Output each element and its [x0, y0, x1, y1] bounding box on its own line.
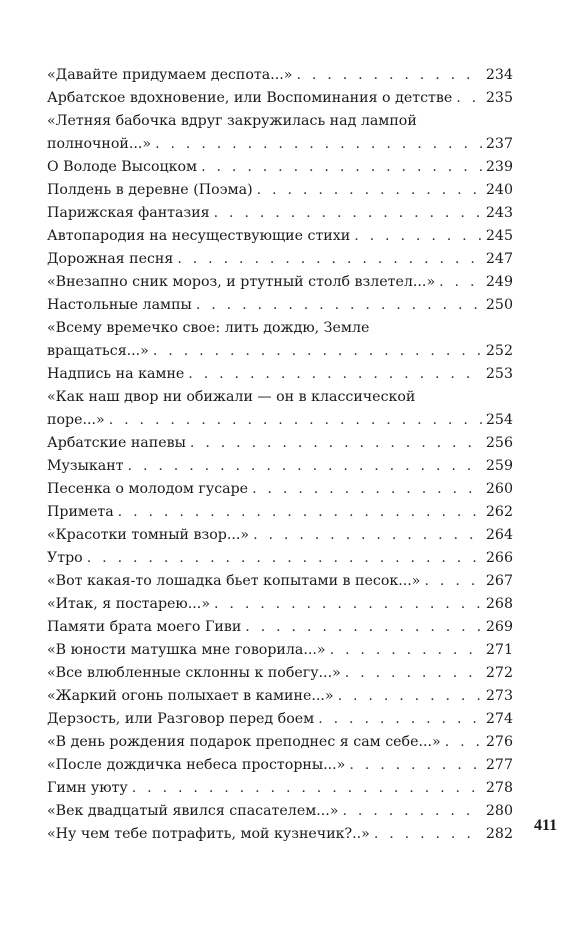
dot-leader: [456, 87, 482, 110]
toc-entry-row: [47, 156, 513, 179]
toc-entry-row: [47, 271, 513, 294]
toc-entry-title: «Жаркий огонь полыхает в камине...»: [47, 688, 334, 704]
toc-entry-page: 235: [485, 90, 513, 106]
toc-entry: [47, 386, 513, 432]
dot-leader: [190, 432, 482, 455]
toc-entry-row: [47, 800, 513, 823]
toc-entry-row: [47, 409, 513, 432]
toc-entry-page: 267: [485, 573, 513, 589]
toc-entry-row: [47, 616, 513, 639]
toc-entry: [47, 547, 513, 570]
toc-entry-page: 237: [485, 136, 513, 152]
toc-entry-page: 254: [485, 412, 513, 428]
toc-entry-title: «Итак, я постарею...»: [47, 596, 210, 612]
dot-leader: [153, 340, 482, 363]
toc-entry: [47, 823, 513, 846]
dot-leader: [87, 547, 482, 570]
toc-entry: [47, 64, 513, 87]
dot-leader: [354, 225, 482, 248]
toc-entry-row: [47, 340, 513, 363]
toc-entry-row: [47, 731, 513, 754]
dot-leader: [374, 823, 482, 846]
dot-leader: [439, 271, 482, 294]
dot-leader: [109, 409, 482, 432]
toc-entry-row: [47, 133, 513, 156]
toc-entry-title: «Давайте придумаем деспота...»: [47, 67, 293, 83]
toc-entry: [47, 363, 513, 386]
toc-entry-title: О Володе Высоцком: [47, 159, 198, 175]
toc-entry-title: Гимн уюту: [47, 780, 128, 796]
toc-entry-page: 259: [485, 458, 513, 474]
toc-entry: [47, 478, 513, 501]
toc-entry-row: [47, 524, 513, 547]
toc-entry-title: «После дождичка небеса просторны...»: [47, 757, 346, 773]
toc-entry-title: Арбатское вдохновение, или Воспоминания о детстве: [47, 90, 453, 106]
toc-entry-row: [47, 87, 513, 110]
toc-entry-page: 260: [485, 481, 513, 497]
dot-leader: [330, 639, 482, 662]
toc-entry-title: Музыкант: [47, 458, 124, 474]
dot-leader: [257, 179, 482, 202]
toc-entry-title: Дерзость, или Разговор перед боем: [47, 711, 315, 727]
toc-entry-page: 245: [485, 228, 513, 244]
toc-entry: [47, 731, 513, 754]
dot-leader: [252, 478, 482, 501]
toc-entry-title: Памяти брата моего Гиви: [47, 619, 242, 635]
toc-entry-page: 249: [485, 274, 513, 290]
toc-entry-page: 250: [485, 297, 513, 313]
toc-entry: [47, 317, 513, 363]
toc-entry-page: 256: [485, 435, 513, 451]
toc-entry-page: 243: [485, 205, 513, 221]
toc-entry-title: поре...»: [47, 412, 105, 428]
toc-entry: [47, 202, 513, 225]
toc-entry-row: [47, 248, 513, 271]
toc-entry-row: [47, 478, 513, 501]
toc-entry-row: [47, 570, 513, 593]
toc-entry-row: [47, 455, 513, 478]
toc-entry: [47, 501, 513, 524]
toc-entry: [47, 616, 513, 639]
toc-entry-title: Надпись на камне: [47, 366, 185, 382]
dot-leader: [201, 156, 482, 179]
toc-entry-title: Утро: [47, 550, 83, 566]
toc-entry-page: 271: [485, 642, 513, 658]
toc-entry: [47, 248, 513, 271]
toc-entry-row: [47, 64, 513, 87]
toc-entry-title-line: «Всему времечко свое: лить дождю, Земле: [47, 320, 370, 336]
toc-entry-page: 278: [485, 780, 513, 796]
toc-entry: [47, 800, 513, 823]
toc-entry-page: 273: [485, 688, 513, 704]
toc-entry-title: Песенка о молодом гусаре: [47, 481, 249, 497]
toc-entry-row: [47, 363, 513, 386]
toc-entry-row: [47, 777, 513, 800]
toc-entry-page: 282: [485, 826, 513, 842]
toc-entry: [47, 570, 513, 593]
toc-entry-page: 247: [485, 251, 513, 267]
toc-entry-title: «Внезапно сник мороз, и ртутный столб взлетел...»: [47, 274, 436, 290]
toc-entry-title: Полдень в деревне (Поэма): [47, 182, 253, 198]
toc-entry-row: [47, 708, 513, 731]
toc-entry: [47, 271, 513, 294]
page-number: 411: [534, 817, 558, 834]
toc-entry-row: [47, 225, 513, 248]
dot-leader: [318, 708, 482, 731]
toc-entry-page: 239: [485, 159, 513, 175]
toc-entry: [47, 708, 513, 731]
dot-leader: [128, 455, 482, 478]
toc-entry-row: [47, 294, 513, 317]
toc-entry-page: 276: [485, 734, 513, 750]
table-of-contents: [47, 64, 513, 846]
toc-entry: [47, 156, 513, 179]
toc-entry-row: [47, 685, 513, 708]
toc-entry-row: [47, 202, 513, 225]
toc-entry-title: полночной...»: [47, 136, 152, 152]
toc-entry-page: 268: [485, 596, 513, 612]
toc-entry-title: «Вот какая-то лошадка бьет копытами в песок...»: [47, 573, 421, 589]
toc-entry: [47, 685, 513, 708]
toc-entry-page: 234: [485, 67, 513, 83]
toc-entry-page: 277: [485, 757, 513, 773]
toc-entry-row: [47, 639, 513, 662]
toc-entry: [47, 455, 513, 478]
toc-entry: [47, 524, 513, 547]
toc-entry-title: «Красотки томный взор...»: [47, 527, 250, 543]
toc-entry-row: [47, 754, 513, 777]
toc-entry-row: [47, 179, 513, 202]
toc-entry: [47, 225, 513, 248]
toc-entry: [47, 639, 513, 662]
toc-entry-title: Автопародия на несуществующие стихи: [47, 228, 351, 244]
toc-entry-page: 274: [485, 711, 513, 727]
toc-entry: [47, 754, 513, 777]
toc-entry: [47, 294, 513, 317]
toc-entry-row: [47, 662, 513, 685]
toc-entry-title-line: «Как наш двор ни обижали — он в классической: [47, 389, 416, 405]
toc-entry-row: [47, 593, 513, 616]
toc-entry-title: вращаться...»: [47, 343, 149, 359]
dot-leader: [155, 133, 482, 156]
toc-entry-title-line: «Летняя бабочка вдруг закружилась над лампой: [47, 113, 417, 129]
toc-entry-page: 272: [485, 665, 513, 681]
toc-entry-page: 266: [485, 550, 513, 566]
toc-entry: [47, 87, 513, 110]
toc-entry: [47, 777, 513, 800]
toc-entry-title: Арбатские напевы: [47, 435, 186, 451]
dot-leader: [118, 501, 482, 524]
toc-entry-title: «Век двадцатый явился спасателем...»: [47, 803, 339, 819]
dot-leader: [196, 294, 482, 317]
toc-entry-title: «В юности матушка мне говорила...»: [47, 642, 326, 658]
toc-entry-title: Примета: [47, 504, 114, 520]
dot-leader: [214, 202, 482, 225]
dot-leader: [345, 662, 482, 685]
toc-entry-title: Парижская фантазия: [47, 205, 210, 221]
toc-entry: [47, 662, 513, 685]
dot-leader: [188, 363, 482, 386]
dot-leader: [342, 800, 481, 823]
toc-entry-page: 269: [485, 619, 513, 635]
toc-entry: [47, 593, 513, 616]
toc-entry-page: 240: [485, 182, 513, 198]
dot-leader: [177, 248, 482, 271]
dot-leader: [445, 731, 482, 754]
toc-entry-title: «В день рождения подарок преподнес я сам себе...»: [47, 734, 441, 750]
toc-entry-row: [47, 547, 513, 570]
toc-entry-page: 280: [485, 803, 513, 819]
dot-leader: [132, 777, 482, 800]
dot-leader: [253, 524, 482, 547]
dot-leader: [349, 754, 482, 777]
toc-entry-title: «Все влюбленные склонны к побегу...»: [47, 665, 341, 681]
toc-entry-page: 253: [485, 366, 513, 382]
dot-leader: [245, 616, 482, 639]
toc-entry-title: Настольные лампы: [47, 297, 192, 313]
toc-entry: [47, 110, 513, 156]
toc-entry-page: 264: [485, 527, 513, 543]
toc-entry: [47, 179, 513, 202]
dot-leader: [214, 593, 482, 616]
toc-entry-page: 252: [485, 343, 513, 359]
toc-entry-row: [47, 432, 513, 455]
toc-entry-title: Дорожная песня: [47, 251, 174, 267]
dot-leader: [338, 685, 482, 708]
toc-entry-row: [47, 823, 513, 846]
toc-entry: [47, 432, 513, 455]
toc-entry-page: 262: [485, 504, 513, 520]
dot-leader: [296, 64, 481, 87]
dot-leader: [424, 570, 481, 593]
toc-entry-title: «Ну чем тебе потрафить, мой кузнечик?..»: [47, 826, 370, 842]
toc-entry-row: [47, 501, 513, 524]
